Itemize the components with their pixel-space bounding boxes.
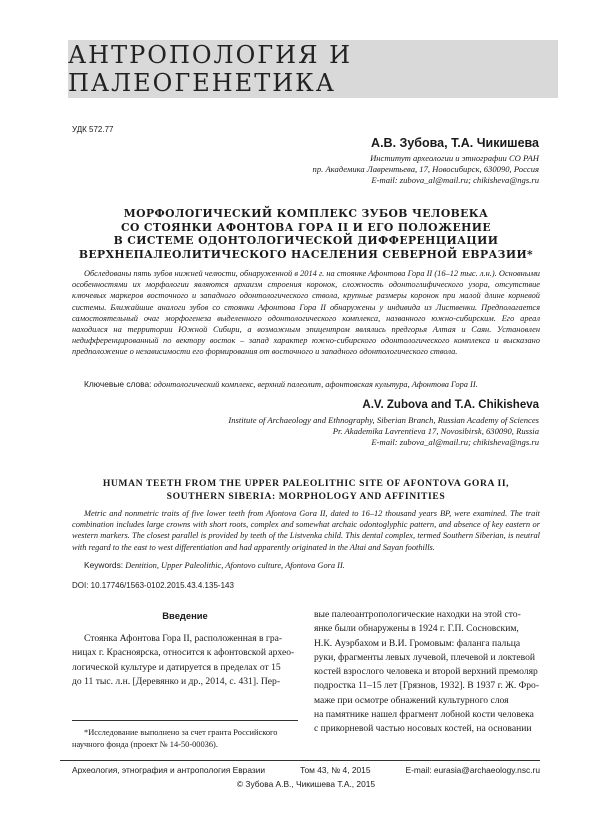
intro-right-line: янке были обнаружены в 1924 г. Г.П. Сосновским,	[314, 623, 519, 635]
affiliation-en-line: Pr. Akademika Lavrentieva 17, Novosibirsk, 630090, Russia	[332, 426, 539, 436]
affiliation-ru-line: Институт археологии и этнографии СО РАН	[370, 153, 539, 163]
affiliation-ru	[313, 153, 539, 186]
footer-journal-line	[72, 765, 540, 775]
affiliation-ru-email: E-mail: zubova_al@mail.ru; chikisheva@ngs.ru	[371, 175, 539, 185]
intro-left-line: ницах г. Красноярска, относится к афонтовской архео-	[72, 647, 295, 659]
title-ru-line: ВЕРХНЕПАЛЕОЛИТИЧЕСКОГО НАСЕЛЕНИЯ СЕВЕРНОЙ ЕВРАЗИИ*	[78, 247, 534, 261]
keywords-en-label: Keywords:	[84, 560, 124, 570]
keywords-ru-values: одонтологический комплекс, верхний палеолит, афонтовская культура, Афонтова Гора II.	[153, 380, 478, 389]
affiliation-en	[228, 415, 539, 448]
footnote: *Исследование выполнено за счет гранта Российского научного фонда (проект № 14-50-00036).	[72, 728, 278, 749]
keywords-ru-label: Ключевые слова:	[84, 379, 152, 389]
intro-right-column	[314, 608, 540, 737]
intro-left-line: Стоянка Афонтова Гора II, расположенная в гра-	[84, 633, 283, 644]
footer-copyright: © Зубова А.В., Чикишева Т.А., 2015	[236, 779, 376, 789]
authors-en: A.V. Zubova and T.A. Chikisheva	[362, 399, 539, 411]
intro-right-line: вые палеоантропологические находки на этой сто-	[314, 609, 521, 620]
intro-left-column	[72, 632, 298, 689]
intro-right-line: маже при осмотре обнажений культурного слоя	[314, 694, 509, 706]
doi: DOI: 10.17746/1563-0102.2015.43.4.135-143	[72, 581, 234, 590]
intro-right-line: костей взрослого человека и второй верхний премоляр	[314, 666, 538, 678]
footer-volume: Том 43, № 4, 2015	[300, 765, 371, 775]
footer-email: E-mail: eurasia@archaeology.nsc.ru	[405, 765, 540, 775]
intro-right-line: на памятнике нашел фрагмент лобной кости человека	[314, 709, 534, 721]
title-ru-line: МОРФОЛОГИЧЕСКИЙ КОМПЛЕКС ЗУБОВ ЧЕЛОВЕКА	[123, 207, 489, 220]
article-title-ru	[72, 207, 540, 261]
intro-right-line: Н.К. Ауэрбахом и В.И. Громовым: фаланга пальца	[314, 637, 521, 649]
keywords-en	[72, 560, 540, 571]
intro-right-line: с прикорневой частью носовых костей, на основании	[314, 723, 532, 735]
keywords-en-values: Dentition, Upper Paleolithic, Afontovo culture, Afontova Gora II.	[125, 561, 345, 570]
affiliation-en-line: Institute of Archaeology and Ethnography, Siberian Branch, Russian Academy of Sciences	[228, 415, 539, 425]
intro-left-line: до 11 тыс. л.н. [Деревянко и др., 2014, с. 431]. Пер-	[72, 675, 281, 687]
intro-right-line: подростка 11–15 лет [Грязнов, 1932]. В 1937 г. Ж. Фро-	[314, 680, 540, 692]
affiliation-ru-line: пр. Академика Лаврентьева, 17, Новосибирск, 630090, Россия	[312, 164, 539, 174]
abstract-ru: Обследованы пять зубов нижней челюсти, обнаруженной в 2014 г. на стоянке Афонтова Гора II (16–12 тыс. л.н.). Основными особенностями их морфологии являются архаизм строения коронок, сложность одонтоглифического узора, отсутствие ключевых маркеров восточного и западного одонтологического ствола, крупные размеры коронок при малой длине корневой системы. Ближайшие аналоги зубов со стоянки Афонтова Гора II обнаружены у индивида из Лиственки. Предполагается самостоятельный очаг морфогенеза выделенного одонтологического комплекса, названного южно-сибирским. Его ареал находился на территории Южной Сибири, а возможным эпицентром являлись предгорья Алтая и Саян. Установлен недифференцированный по вектору восток – запад характер южно-сибирского одонтологического комплекса и высказано предположение о независимости его формирования от восточного и западного одонтологического ствола.	[72, 269, 540, 357]
title-en-line: SOUTHERN SIBERIA: MORPHOLOGY AND AFFINITIES	[166, 491, 446, 502]
authors-ru: А.В. Зубова, Т.А. Чикишева	[371, 136, 539, 150]
keywords-ru	[72, 379, 540, 390]
title-ru-line: В СИСТЕМЕ ОДОНТОЛОГИЧЕСКОЙ ДИФФЕРЕНЦИАЦИИ	[113, 234, 499, 247]
title-ru-line: СО СТОЯНКИ АФОНТОВА ГОРА II И ЕГО ПОЛОЖЕНИЕ	[120, 220, 492, 234]
affiliation-en-email: E-mail: zubova_al@mail.ru; chikisheva@ngs.ru	[371, 437, 539, 447]
footer-journal: Археология, этнография и антропология Евразии	[72, 765, 266, 775]
intro-heading: Введение	[162, 610, 208, 621]
intro-right-line: руки, фрагменты левых лучевой, плечевой и локтевой	[314, 651, 536, 663]
article-title-en	[72, 477, 540, 503]
section-header: АНТРОПОЛОГИЯ И ПАЛЕОГЕНЕТИКА	[68, 41, 353, 97]
udc-code: УДК 572.77	[72, 125, 114, 134]
intro-left-line: логической культуре и датируется в пределах от 15	[72, 661, 281, 673]
abstract-en: Metric and nonmetric traits of five lower teeth from Afontova Gora II, dated to 16–12 thousand years BP, were examined. The trait combination includes large crowns with short roots, complex and somewhat archaic odontoglyphic pattern, and absence of key eastern or western markers. The closest parallel is provided by teeth of the Listvenka child. This dental complex, termed Southern Siberian, is neutral with regard to the east to west differentiation and had apparently originated in the Altai and Sayan foothills.	[72, 509, 540, 552]
footer-rule	[60, 760, 540, 761]
footnote-rule	[72, 720, 298, 721]
title-en-line: HUMAN TEETH FROM THE UPPER PALEOLITHIC SITE OF AFONTOVA GORA II,	[102, 478, 510, 489]
